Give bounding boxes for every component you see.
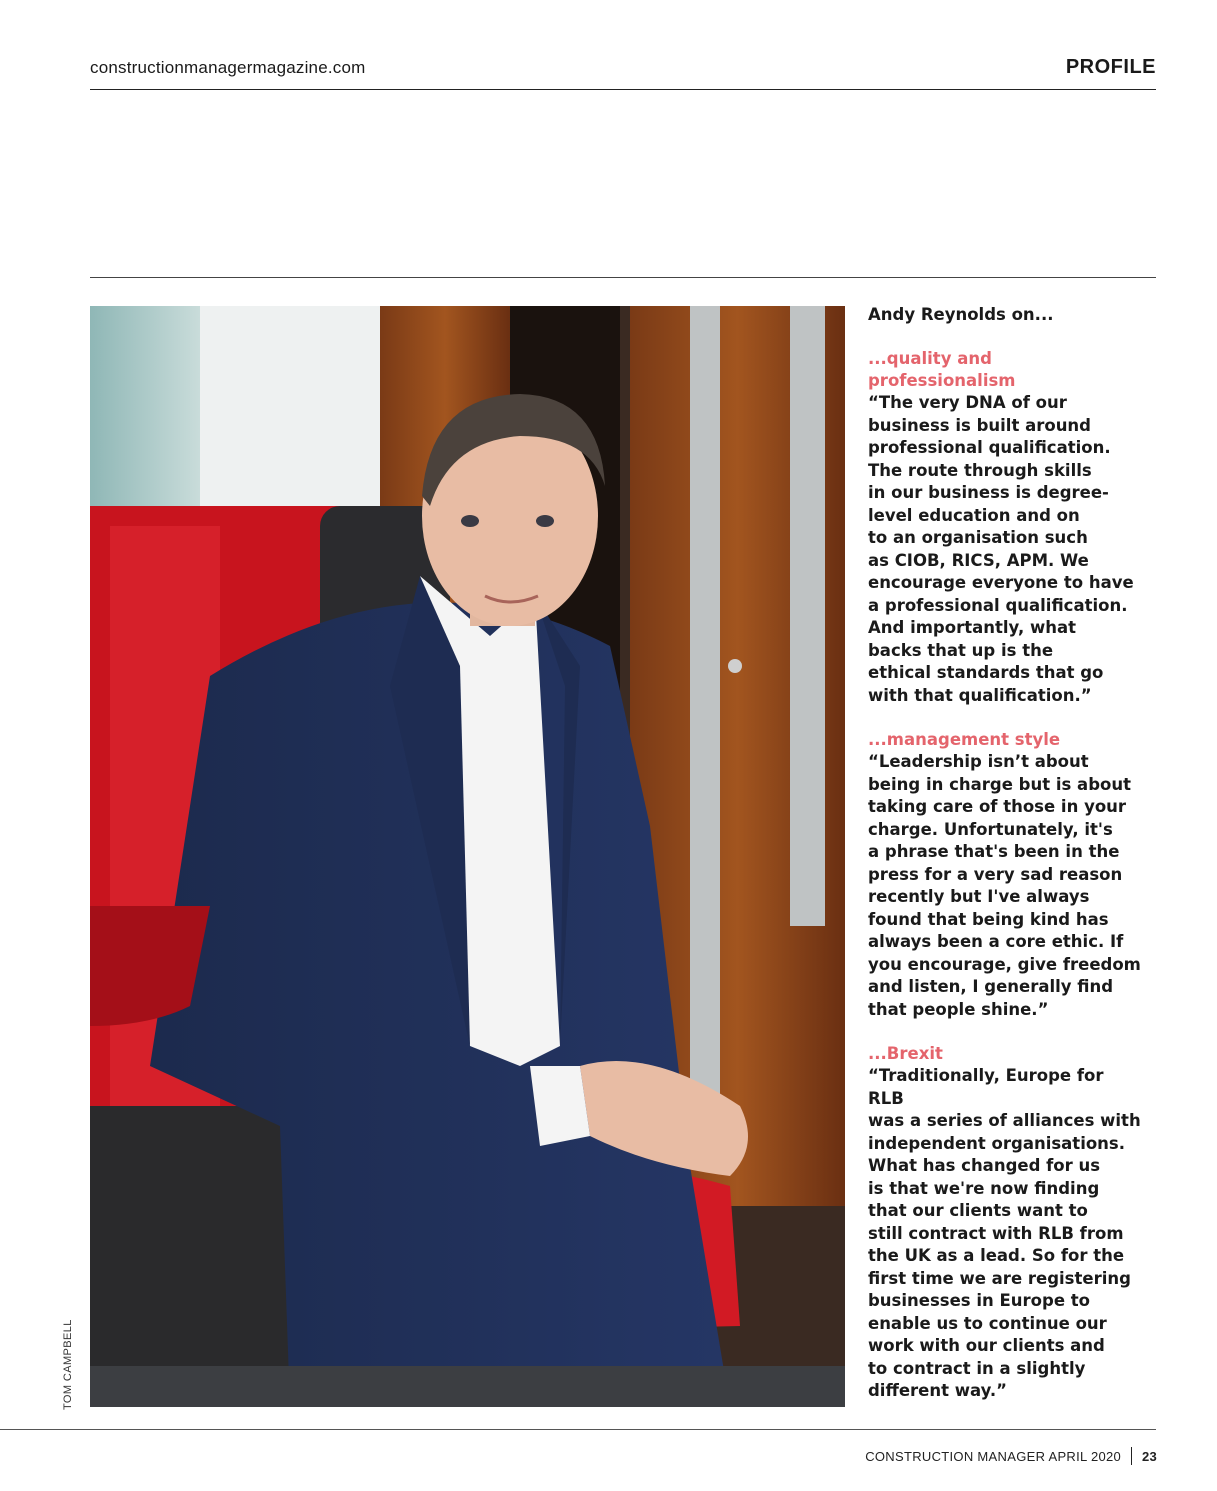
portrait-photo bbox=[90, 306, 845, 1407]
quote-sidebar bbox=[868, 304, 1143, 1425]
topic-heading: ...quality and professionalism bbox=[868, 349, 1016, 390]
topic-quote: “Leadership isn’t about being in charge but is about taking care of those in your charge. Unfortunately, it's a phrase that's been in the press for a very sad reason recently but I've always found that being kind has always been a core ethic. If you encourage, give freedom and listen, I generally find that people shine.” bbox=[868, 752, 1141, 1019]
footer-rule bbox=[0, 1429, 1156, 1430]
portrait-illustration bbox=[90, 306, 845, 1407]
footer-issue: APRIL 2020 bbox=[1048, 1449, 1122, 1464]
section-label: PROFILE bbox=[1065, 56, 1156, 78]
topic-heading: ...Brexit bbox=[868, 1044, 943, 1063]
header-rule bbox=[90, 89, 1156, 90]
topic-quote: “Traditionally, Europe for RLB was a series of alliances with independent organisations. What has changed for us is that we're now finding that our clients want to still contract with RLB from the UK as a lead. So for the first time we are registering businesses in Europe to enable us to continue our work with our clients and to contract in a slightly different way.” bbox=[868, 1066, 1141, 1400]
site-url[interactable]: constructionmanagermagazine.com bbox=[90, 58, 366, 77]
page-number: 23 bbox=[1141, 1449, 1157, 1464]
sidebar-intro: Andy Reynolds on... bbox=[868, 305, 1054, 324]
divider-rule bbox=[90, 277, 1156, 278]
footer-publication: CONSTRUCTION MANAGER bbox=[865, 1449, 1046, 1464]
footer-separator bbox=[1131, 1447, 1132, 1465]
topic-heading: ...management style bbox=[868, 730, 1061, 749]
topic-quote: “The very DNA of our business is built around professional qualification. The route through skills in our business is degree- level education and on to an organisation such as CIOB, RICS, APM. We encourage everyone to have a professional qualification. And importantly, what backs that up is the ethical standards that go with that qualification.” bbox=[868, 393, 1134, 705]
photo-credit: TOM CAMPBELL bbox=[62, 1319, 74, 1410]
page-footer bbox=[865, 1447, 1157, 1465]
